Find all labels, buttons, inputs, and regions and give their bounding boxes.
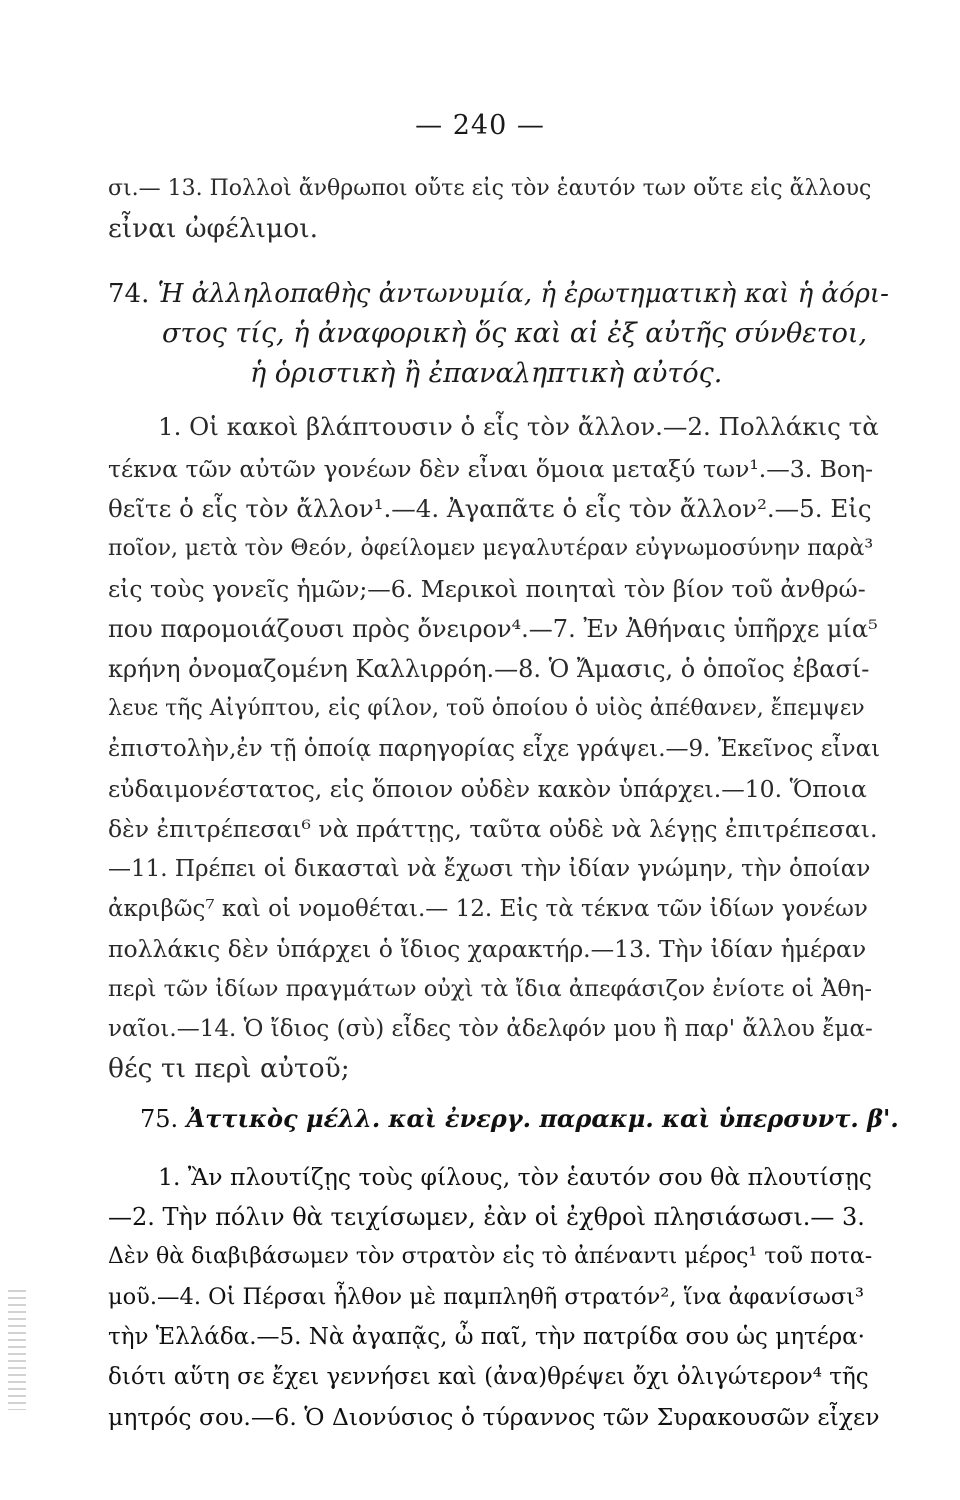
text-line: Δὲν θὰ διαβιβάσωμεν τὸν στρατὸν εἰς τὸ ἀπέναντι μέρος¹ τοῦ ποτα- (108, 1244, 873, 1269)
text-line: —11. Πρέπει οἱ δικασταὶ νὰ ἔχωσι τὴν ἰδίαν γνώμην, τὴν ὁποίαν (108, 856, 871, 882)
text-line: περὶ τῶν ἰδίων πραγμάτων οὐχὶ τὰ ἴδια ἀπεφάσιζον ἐνίοτε οἱ Ἀθη- (108, 976, 873, 1002)
text-line: ἀκριβῶς⁷ καὶ οἱ νομοθέται.— 12. Εἰς τὰ τέκνα τῶν ἰδίων γονέων (108, 896, 868, 922)
section-74-heading-line-2: στος τίς, ἡ ἀναφορικὴ ὅς καὶ αἱ ἐξ αὐτῆς σύνθετοι, (162, 318, 868, 349)
text-line: 1. Οἱ κακοὶ βλάπτουσιν ὁ εἷς τὸν ἄλλον.—2. Πολλάκις τὰ (158, 412, 879, 441)
scan-edge-mark (8, 1290, 26, 1410)
text-line: ἐπιστολὴν,ἐν τῇ ὁποίᾳ παρηγορίας εἶχε γράψει.—9. Ἐκεῖνος εἶναι (108, 736, 881, 762)
text-line: τέκνα τῶν αὐτῶν γονέων δὲν εἶναι ὅμοια μεταξύ των¹.—3. Βοη- (108, 455, 874, 483)
text-line: σι.— 13. Πολλοὶ ἄνθρωποι οὔτε εἰς τὸν ἑαυτόν των οὔτε εἰς ἄλλους (108, 176, 872, 201)
section-74-number: 74. (108, 279, 150, 309)
text-line: θές τι περὶ αὐτοῦ; (108, 1053, 350, 1084)
text-line: κρήνη ὀνομαζομένη Καλλιρρόη.—8. Ὁ Ἄμασις, ὁ ὁποῖος ἐβασί- (108, 655, 870, 683)
page-number: — 240 — (415, 110, 545, 141)
text-line: 1. Ἂν πλουτίζῃς τοὺς φίλους, τὸν ἑαυτόν σου θὰ πλουτίσῃς (158, 1163, 872, 1191)
text-line: εἶναι ὠφέλιμοι. (108, 213, 319, 244)
text-line: μοῦ.—4. Οἱ Πέρσαι ἦλθον μὲ παμπληθῆ στρατόν², ἵνα ἀφανίσωσι³ (108, 1284, 865, 1310)
text-line: εὐδαιμονέστατος, εἰς ὅποιον οὐδὲν κακὸν ὑπάρχει.—10. Ὅποια (108, 775, 867, 803)
section-74-heading-line-3: ἡ ὁριστικὴ ἢ ἐπαναληπτικὴ αὐτός. (250, 358, 723, 389)
text-line: θεῖτε ὁ εἷς τὸν ἄλλον¹.—4. Ἀγαπᾶτε ὁ εἷς τὸν ἄλλον².—5. Εἰς (108, 494, 872, 523)
text-line: λευε τῆς Αἰγύπτου, εἰς φίλον, τοῦ ὁποίου ὁ υἱὸς ἀπέθανεν, ἔπεμψεν (108, 696, 865, 721)
section-75-heading (140, 1104, 899, 1133)
text-line: ποῖον, μετὰ τὸν Θεόν, ὀφείλομεν μεγαλυτέραν εὐγνωμοσύνην παρὰ³ (108, 536, 874, 561)
section-74-heading-line-1 (108, 276, 889, 312)
text-line: —2. Τὴν πόλιν θὰ τειχίσωμεν, ἐὰν οἱ ἐχθροὶ πλησιάσωσι.— 3. (108, 1203, 865, 1231)
text-line: ναῖοι.—14. Ὁ ἴδιος (σὺ) εἶδες τὸν ἀδελφόν μου ἢ παρ' ἄλλου ἔμα- (108, 1016, 873, 1042)
section-75-title: Ἀττικὸς μέλλ. καὶ ἐνεργ. παρακμ. καὶ ὑπερσυντ. β'. (186, 1104, 899, 1133)
text-line: πολλάκις δὲν ὑπάρχει ὁ ἴδιος χαρακτήρ.—13. Τὴν ἰδίαν ἡμέραν (108, 935, 867, 963)
text-line: που παρομοιάζουσι πρὸς ὄνειρον⁴.—7. Ἐν Ἀθήναις ὑπῆρχε μία⁵ (108, 615, 878, 643)
text-line: εἰς τοὺς γονεῖς ἡμῶν;—6. Μερικοὶ ποιηταὶ τὸν βίον τοῦ ἀνθρώ- (108, 575, 866, 603)
text-line: δὲν ἐπιτρέπεσαι⁶ νὰ πράττῃς, ταῦτα οὐδὲ νὰ λέγῃς ἐπιτρέπεσαι. (108, 815, 878, 843)
heading-text: Ἡ ἀλληλοπαθὴς ἀντωνυμία, ἡ ἐρωτηματικὴ καὶ ἡ ἀόρι- (157, 279, 889, 309)
text-line: τὴν Ἑλλάδα.—5. Νὰ ἀγαπᾷς, ὦ παῖ, τὴν πατρίδα σου ὡς μητέρα· (108, 1324, 865, 1350)
text-line: μητρός σου.—6. Ὁ Διονύσιος ὁ τύραννος τῶν Συρακουσῶν εἶχεν (108, 1403, 880, 1431)
text-line: διότι αὕτη σε ἔχει γεννήσει καὶ (ἀνα)θρέψει ὄχι ὀλιγώτερον⁴ τῆς (108, 1364, 869, 1390)
section-75-number: 75. (140, 1105, 179, 1133)
